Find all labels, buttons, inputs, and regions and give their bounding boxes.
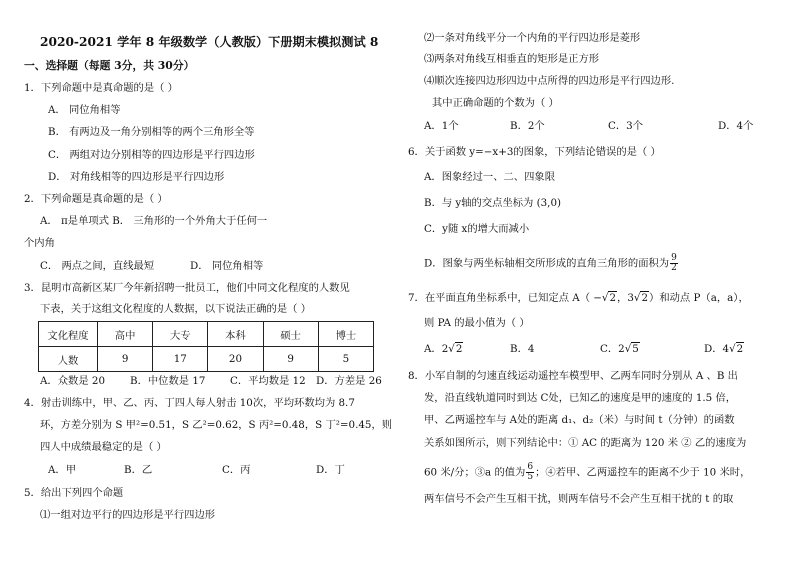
q7-stem-part: ）和动点 P（a，a）， (649, 292, 749, 304)
q6-option-a: A．图象经过一、二、四象限 (424, 171, 555, 183)
table-cell: 人数 (39, 347, 98, 372)
table-cell: 20 (208, 347, 263, 372)
table-header-cell: 大专 (153, 322, 208, 347)
q7-stem-part: 7．在平面直角坐标系中，已知定点 A（ − (408, 292, 602, 304)
fraction (670, 254, 678, 273)
q7-option-a (424, 342, 463, 356)
sqrt-radicand: 2 (455, 343, 463, 355)
sqrt-radicand: 2 (641, 292, 649, 304)
q4-stem-line3: 四人中成绩最稳定的是（ ） (40, 441, 167, 453)
table-row (39, 322, 374, 347)
table-cell: 9 (98, 347, 153, 372)
q5-option-d: D．4个 (718, 120, 754, 132)
q4-option-c: C．丙 (222, 464, 251, 476)
q8-line1: 8．小军自制的匀速直线运动遥控车模型甲、乙两车同时分别从 A 、B 出 (408, 370, 738, 382)
fraction-numerator: 9 (671, 253, 677, 263)
q6-option-c: C．y随 x的增大而减小 (424, 223, 530, 235)
table-cell: 5 (318, 347, 373, 372)
q1-option-a: A． 同位角相等 (48, 104, 121, 116)
table-cell: 17 (153, 347, 208, 372)
q7-option-a-text: A．2 (424, 343, 449, 355)
q7-option-c (600, 342, 640, 356)
q5-option-c: C．3个 (608, 120, 644, 132)
q2-option-c: C． 两点之间，直线最短 (40, 260, 155, 272)
q5-stem: 5．给出下列四个命题 (24, 487, 124, 499)
sqrt-radicand: 2 (609, 292, 617, 304)
q8-line6: 两车信号不会产生互相干扰，则两车信号不会产生互相干扰的 t 的取 (424, 493, 734, 505)
q4-stem-line2: 环，方差分别为 S 甲²=0.51，S 乙²=0.62，S 丙²=0.48，S 丁²=0.45，则 (40, 419, 393, 431)
education-table (38, 321, 374, 372)
q5-option-b: B．2个 (510, 120, 545, 132)
q6-option-d (424, 254, 679, 273)
q3-option-d: D．方差是 26 (316, 375, 382, 387)
q6-stem: 6．关于函数 y=−x+3的图象，下列结论错误的是（ ） (408, 146, 661, 158)
q2-option-ab: A． π是单项式 B． 三角形的一个外角大于任何一 (40, 215, 268, 227)
fraction-denominator: 5 (527, 472, 534, 482)
q1-stem: 1．下列命题中是真命题的是（ ） (24, 82, 178, 94)
q8-line4: 关系如图所示，则下列结论中：① AC 的距离为 120 米 ② 乙的速度为 (424, 437, 747, 449)
q1-option-b: B． 有两边及一角分别相等的两个三角形全等 (48, 126, 255, 138)
sqrt-radicand: 5 (632, 343, 639, 355)
q5-option-a: A．1个 (424, 120, 459, 132)
q3-option-c: C．平均数是 12 (230, 375, 306, 387)
q7-option-c-text: C．2 (600, 343, 625, 355)
table-header-cell: 硕士 (263, 322, 318, 347)
sqrt-symbol: √2 (448, 343, 463, 355)
q4-option-b: B．乙 (124, 464, 153, 476)
q5-proposition-3: ⑶两条对角线互相垂直的矩形是正方形 (424, 53, 600, 65)
q4-stem-line1: 4．射击训练中，甲、乙、丙、丁四人每人射击 10次，平均环数均为 8.7 (24, 397, 355, 409)
q8-line2: 发，沿直线轨道同时到达 C处，已知乙的速度是甲的速度的 1.5 倍， (424, 392, 737, 404)
q7-stem-line2: 则 PA 的最小值为（ ） (424, 317, 530, 329)
q7-stem-line1 (408, 291, 749, 305)
sqrt-symbol: √2 (633, 292, 649, 304)
sqrt-radicand: 2 (736, 343, 744, 355)
q4-option-a: A．甲 (48, 464, 77, 476)
q6-option-d-text: D．图象与两坐标轴相交所形成的直角三角形的面积为 (424, 257, 670, 270)
table-header-cell: 博士 (318, 322, 373, 347)
q1-option-c: C． 两组对边分别相等的四边形是平行四边形 (48, 149, 255, 161)
section-heading: 一、选择题（每题 3分，共 30分） (24, 59, 195, 72)
q2-option-b-cont: 个内角 (24, 237, 55, 249)
q5-proposition-2: ⑵一条对角线平分一个内角的平行四边形是菱形 (424, 32, 641, 44)
q8-line5-part: 60 米/分；③a 的值为 (424, 466, 526, 479)
q2-option-d: D． 同位角相等 (190, 260, 264, 272)
table-header-cell: 高中 (98, 322, 153, 347)
fraction-numerator: 6 (527, 462, 534, 472)
q8-line3: 甲、乙两遥控车与 A处的距离 d₁、d₂（米）与时间 t（分钟）的函数 (424, 414, 735, 426)
q8-line5-part: ；④若甲、乙两遥控车的距离不少于 10 米时， (535, 466, 751, 479)
q3-stem-line2: 下表，关于这组文化程度的人数据，以下说法正确的是（ ） (40, 303, 311, 315)
q5-proposition-4: ⑷顺次连接四边形四边中点所得的四边形是平行四边形. (424, 75, 675, 87)
q3-stem-line1: 3．昆明市高新区某厂今年新招聘一批员工，他们中同文化程度的人数见 (24, 282, 350, 294)
q8-line5 (424, 463, 750, 482)
q3-option-a: A．众数是 20 (40, 375, 105, 387)
q3-option-b: B．中位数是 17 (130, 375, 206, 387)
q7-option-d-text: D．4 (704, 343, 730, 355)
table-header-cell: 本科 (208, 322, 263, 347)
table-header-cell: 文化程度 (39, 322, 98, 347)
q2-stem: 2．下列命题是真命题的是（ ） (24, 193, 168, 205)
table-row (39, 347, 374, 372)
q7-stem-part: ，3 (617, 292, 634, 304)
q7-option-d (704, 342, 744, 356)
q6-option-b: B．与 y轴的交点坐标为 (3,0) (424, 197, 562, 209)
q4-option-d: D．丁 (316, 464, 345, 476)
sqrt-symbol: √2 (729, 343, 744, 355)
fraction (526, 463, 534, 482)
fraction-denominator: 2 (671, 263, 677, 273)
q5-proposition-1: ⑴一组对边平行的四边形是平行四边形 (40, 509, 216, 521)
table-cell: 9 (263, 347, 318, 372)
sqrt-symbol: √5 (624, 343, 639, 355)
page-title: 2020-2021 学年 8 年级数学（人教版）下册期末模拟测试 8 (40, 35, 379, 49)
q5-ask: 其中正确命题的个数为（ ） (432, 97, 559, 109)
q7-option-b: B．4 (510, 343, 535, 355)
q1-option-d: D． 对角线相等的四边形是平行四边形 (48, 171, 225, 183)
sqrt-symbol: √2 (601, 292, 617, 304)
